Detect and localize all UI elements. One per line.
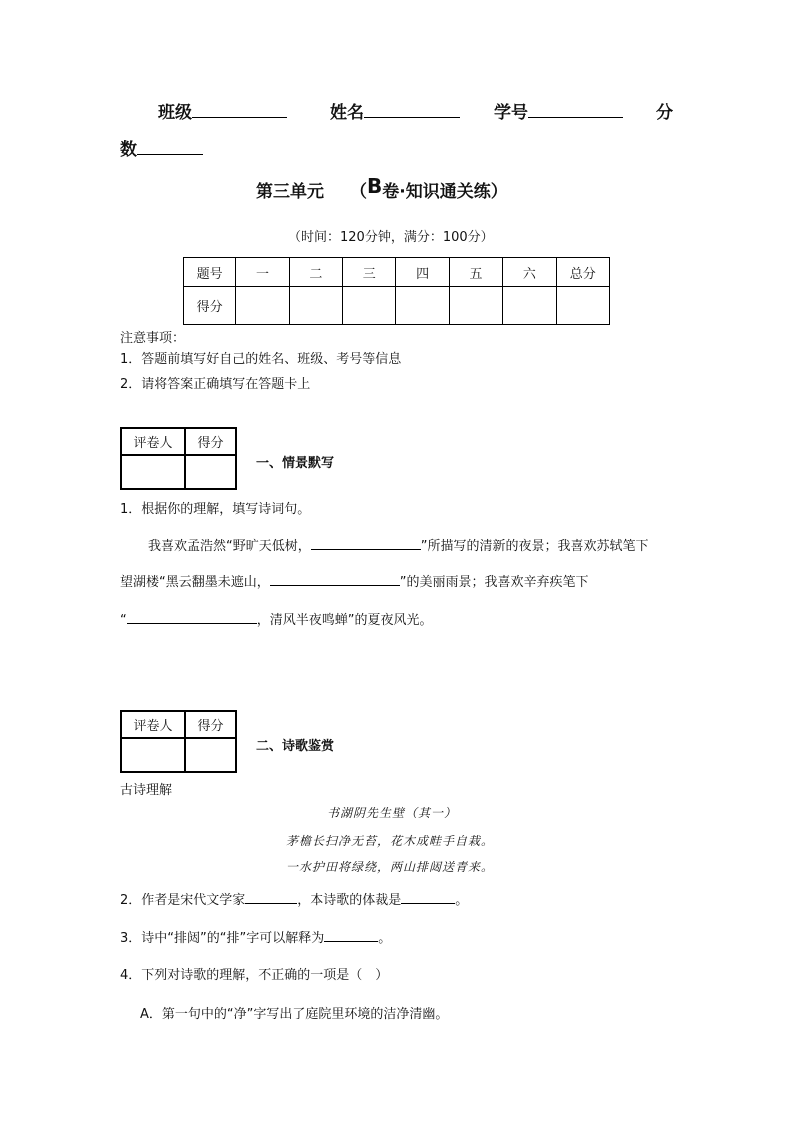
student-id-blank[interactable] — [528, 99, 623, 118]
grader-label: 评卷人 — [121, 428, 185, 455]
score-table-header-cell: 一 — [236, 258, 289, 287]
unit-title: 第三单元 — [256, 182, 324, 202]
q1-line-3: “ ，清风半夜鸣蝉”的夏夜风光。 — [120, 609, 433, 628]
section-1-title: 一、情景默写 — [256, 456, 335, 471]
question-4: 4．下列对诗歌的理解，不正确的一项是（ ） — [120, 968, 389, 983]
grader-box-2 — [120, 710, 237, 773]
score-cell[interactable] — [236, 287, 289, 325]
class-blank[interactable] — [192, 99, 287, 118]
section-2-intro: 古诗理解 — [120, 783, 173, 798]
q2-blank-2[interactable] — [401, 889, 455, 904]
score-blank[interactable] — [137, 136, 203, 155]
score-table-header-cell: 三 — [343, 258, 396, 287]
score-table-header-cell: 总分 — [556, 258, 609, 287]
exam-meta: （时间：120分钟，满分：100分） — [288, 230, 494, 245]
question-4-option-a[interactable]: A．第一句中的“净”字写出了庭院里环境的洁净清幽。 — [140, 1007, 449, 1022]
question-1: 1．根据你的理解，填写诗词句。 — [120, 502, 311, 517]
grader-score-cell[interactable] — [185, 738, 236, 772]
score-table-score-row — [184, 287, 610, 325]
poem-line-2: 一水护田将绿绕，两山排闼送青来。 — [286, 860, 495, 874]
score-field[interactable] — [120, 135, 203, 160]
q3-blank[interactable] — [324, 927, 378, 942]
q1-blank-3[interactable] — [127, 609, 257, 624]
score-cell[interactable] — [289, 287, 342, 325]
score-cell[interactable] — [396, 287, 449, 325]
score-table-header-cell: 六 — [503, 258, 556, 287]
score-cell[interactable] — [343, 287, 396, 325]
poem-line-1: 茅檐长扫净无苔，花木成畦手自栽。 — [286, 834, 495, 848]
score-table — [183, 257, 610, 325]
score-cell[interactable] — [449, 287, 502, 325]
notes-item: 1．答题前填写好自己的姓名、班级、考号等信息 — [120, 352, 402, 367]
grader-name-cell[interactable] — [121, 455, 185, 489]
score-label-part-a: 分 — [656, 103, 673, 123]
name-field[interactable] — [330, 98, 460, 123]
name-label: 姓名 — [330, 103, 364, 123]
notes-item: 2．请将答案正确填写在答题卡上 — [120, 377, 311, 392]
grader-box-1 — [120, 427, 237, 490]
grader-score-label: 得分 — [185, 428, 236, 455]
score-table-header-row — [184, 258, 610, 287]
score-table-row-label: 得分 — [184, 287, 236, 325]
question-2: 2．作者是宋代文学家 ，本诗歌的体裁是 。 — [120, 889, 468, 908]
poem-title: 书湖阴先生壁（其一） — [327, 806, 458, 820]
score-table-header-cell: 四 — [396, 258, 449, 287]
class-field[interactable] — [158, 98, 287, 123]
paper-letter: B — [367, 174, 383, 198]
notes-heading: 注意事项： — [120, 331, 186, 346]
grader-name-cell[interactable] — [121, 738, 185, 772]
q1-blank-1[interactable] — [311, 535, 421, 550]
q1-blank-2[interactable] — [270, 571, 400, 586]
score-table-header-cell: 题号 — [184, 258, 236, 287]
q2-blank-1[interactable] — [245, 889, 297, 904]
grader-score-label: 得分 — [185, 711, 236, 738]
name-blank[interactable] — [364, 99, 460, 118]
score-cell[interactable] — [556, 287, 609, 325]
question-3: 3．诗中“排闼”的“排”字可以解释为 。 — [120, 927, 391, 946]
score-cell[interactable] — [503, 287, 556, 325]
student-id-label: 学号 — [494, 103, 528, 123]
q1-line-2: 望湖楼“黑云翻墨未遮山， ”的美丽雨景；我喜欢辛弃疾笔下 — [120, 571, 589, 590]
score-table-header-cell: 二 — [289, 258, 342, 287]
grader-label: 评卷人 — [121, 711, 185, 738]
score-table-header-cell: 五 — [449, 258, 502, 287]
grader-score-cell[interactable] — [185, 455, 236, 489]
page-title: 第三单元 （B卷·知识通关练） — [256, 174, 508, 202]
section-2-title: 二、诗歌鉴赏 — [256, 739, 335, 754]
student-id-field[interactable] — [494, 98, 623, 123]
score-label-part-b: 数 — [120, 140, 137, 160]
class-label: 班级 — [158, 103, 192, 123]
q1-line-1: 我喜欢孟浩然“野旷天低树， ”所描写的清新的夜景；我喜欢苏轼笔下 — [148, 535, 649, 554]
